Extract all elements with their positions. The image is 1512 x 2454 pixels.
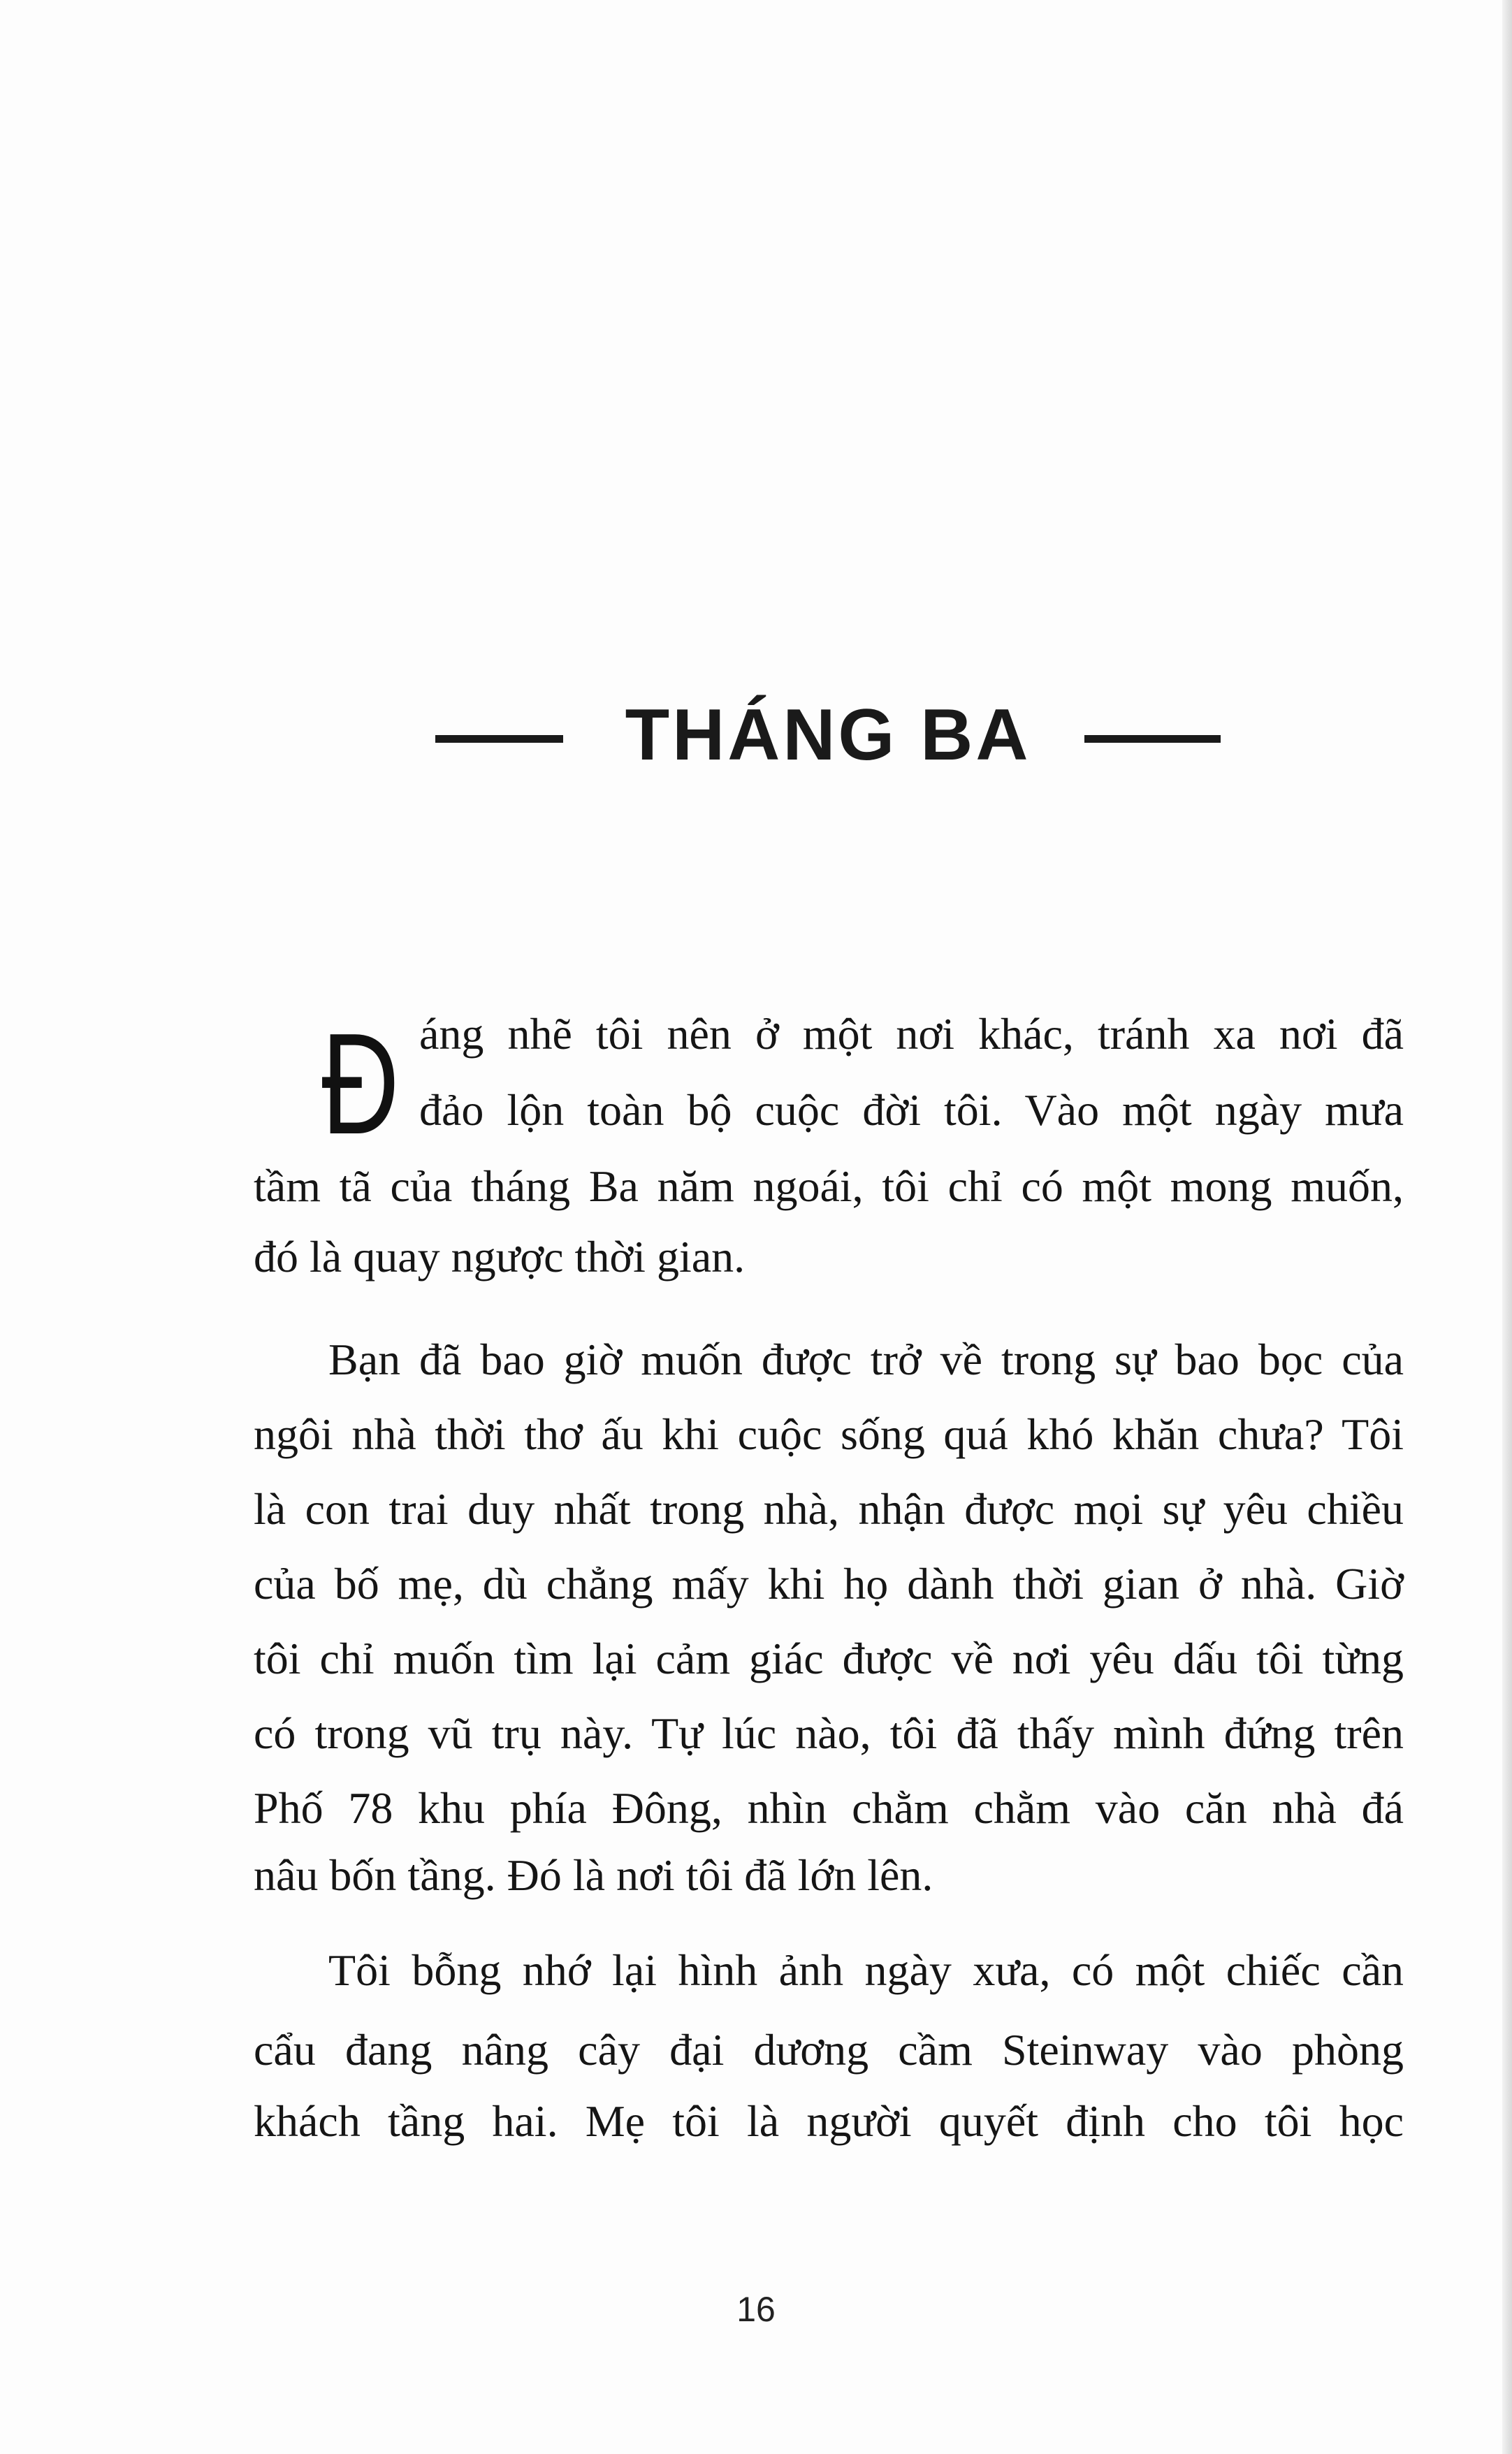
text-line: Bạn đã bao giờ muốn được trở về trong sự bao bọc của <box>328 1335 1404 1384</box>
text-line: là con trai duy nhất trong nhà, nhận được mọi sự yêu chiều <box>254 1484 1404 1534</box>
text-line: ngôi nhà thời thơ ấu khi cuộc sống quá khó khăn chưa? Tôi <box>254 1409 1404 1459</box>
text-line: Phố 78 khu phía Đông, nhìn chằm chằm vào căn nhà đá <box>254 1783 1404 1833</box>
text-line: của bố mẹ, dù chẳng mấy khi họ dành thời gian ở nhà. Giờ <box>254 1559 1404 1609</box>
title-dash-left <box>435 735 563 743</box>
text-line: tôi chỉ muốn tìm lại cảm giác được về nơi yêu dấu tôi từng <box>254 1634 1404 1683</box>
text-line: đó là quay ngược thời gian. <box>254 1232 746 1282</box>
text-line: áng nhẽ tôi nên ở một nơi khác, tránh xa nơi đã <box>419 1009 1404 1059</box>
page-edge-shadow <box>1502 0 1512 2454</box>
text-line: nâu bốn tầng. Đó là nơi tôi đã lớn lên. <box>254 1850 933 1900</box>
text-line: Tôi bỗng nhớ lại hình ảnh ngày xưa, có một chiếc cần <box>328 1945 1404 1995</box>
drop-cap: Đ <box>321 1003 400 1164</box>
title-dash-right <box>1084 735 1221 743</box>
chapter-title: THÁNG BA <box>625 695 1031 776</box>
text-line: tầm tã của tháng Ba năm ngoái, tôi chỉ có một mong muốn, <box>254 1161 1404 1211</box>
text-line: khách tầng hai. Mẹ tôi là người quyết định cho tôi học <box>254 2096 1404 2146</box>
text-line: cẩu đang nâng cây đại dương cầm Steinway vào phòng <box>254 2025 1404 2075</box>
text-line: đảo lộn toàn bộ cuộc đời tôi. Vào một ngày mưa <box>419 1085 1404 1135</box>
text-line: có trong vũ trụ này. Tự lúc nào, tôi đã thấy mình đứng trên <box>254 1708 1404 1758</box>
page-number: 16 <box>736 2290 776 2329</box>
